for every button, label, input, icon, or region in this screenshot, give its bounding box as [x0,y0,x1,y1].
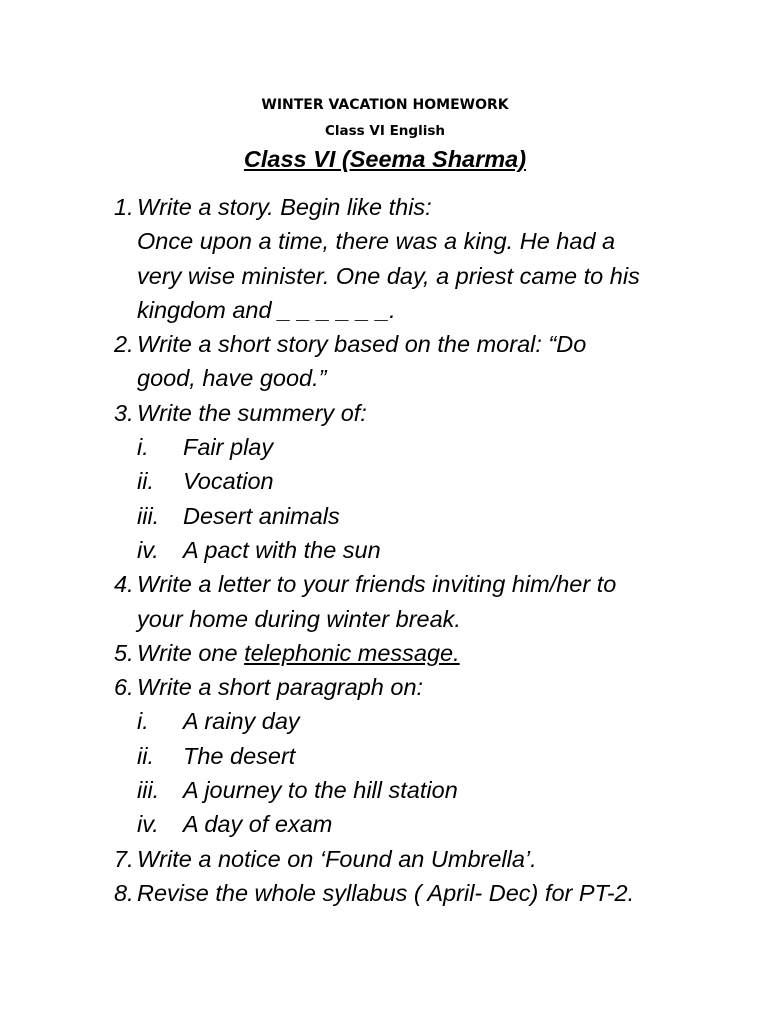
sub-item [114,533,754,567]
item-number: 6. [114,674,134,701]
sub-item-number: i. [137,434,149,461]
sub-item-number: iv. [137,811,159,838]
page-title: Class VI (Seema Sharma) [243,146,527,172]
sub-item [114,464,754,498]
document-heading: WINTER VACATION HOMEWORK [261,97,509,113]
list-item-2-continuation [114,361,754,395]
item-number: 1. [114,194,134,220]
item-text: Write a short story based on the moral: “Do [137,331,587,358]
list-item-2 [114,327,754,361]
list-item-1 [114,190,754,224]
item-text-continuation: your home during winter break. [137,605,461,632]
item-text-continuation: Once upon a time, there was a king. He had a [137,228,616,255]
item-text: Write a letter to your friends inviting him/her to [137,571,617,598]
sub-item-text: Vocation [183,468,274,495]
item-text-continuation: kingdom and _ _ _ _ _ _. [137,296,396,323]
item-text-continuation: very wise minister. One day, a priest came to his [137,262,640,289]
sub-item [114,499,754,533]
sub-item [114,430,754,464]
list-item-4 [114,567,754,601]
item-text-underlined: telephonic message. [244,639,460,666]
list-item-1-continuation [114,259,754,293]
sub-item-number: ii. [137,742,154,769]
item-text-continuation: good, have good.” [137,365,327,392]
sub-item [114,773,754,807]
sub-item-number: iii. [137,502,160,529]
sub-item-number: i. [137,708,149,735]
sub-item-text: Fair play [183,434,274,461]
item-text [137,636,460,670]
item-text: Write a notice on ‘Found an Umbrella’. [137,845,537,872]
item-number: 8. [114,879,134,906]
list-item-1-continuation [114,293,754,327]
sub-item [114,739,754,773]
list-item-4-continuation [114,602,754,636]
sub-item-number: iv. [137,536,159,563]
item-text-plain: Write one [137,639,245,666]
item-number: 2. [114,331,134,358]
sub-item-number: ii. [137,468,154,495]
item-number: 7. [114,845,134,872]
sub-item [114,704,754,738]
item-number: 3. [114,399,134,426]
sub-item-text: The desert [183,742,296,769]
item-text: Write the summery of: [137,399,367,426]
document-subheading: Class VI English [325,123,445,139]
sub-item-text: Desert animals [183,502,340,529]
list-item-5 [114,636,754,670]
sub-item-text: A rainy day [183,708,300,735]
sub-item [114,807,754,841]
list-item-6 [114,670,754,704]
item-text: Write a story. Begin like this: [137,194,432,220]
item-text: Write a short paragraph on: [137,674,424,701]
sub-item-text: A day of exam [183,811,333,838]
sub-item-number: iii. [137,777,160,804]
list-item-1-continuation [114,224,754,258]
sub-item-text: A journey to the hill station [183,777,458,804]
list-item-7 [114,842,754,876]
sub-item-text: A pact with the sun [183,536,381,563]
homework-list [114,190,754,910]
item-text: Revise the whole syllabus ( April- Dec) for PT-2. [137,879,635,906]
list-item-8 [114,876,754,910]
item-number: 5. [114,639,134,666]
item-number: 4. [114,571,134,598]
list-item-3 [114,396,754,430]
